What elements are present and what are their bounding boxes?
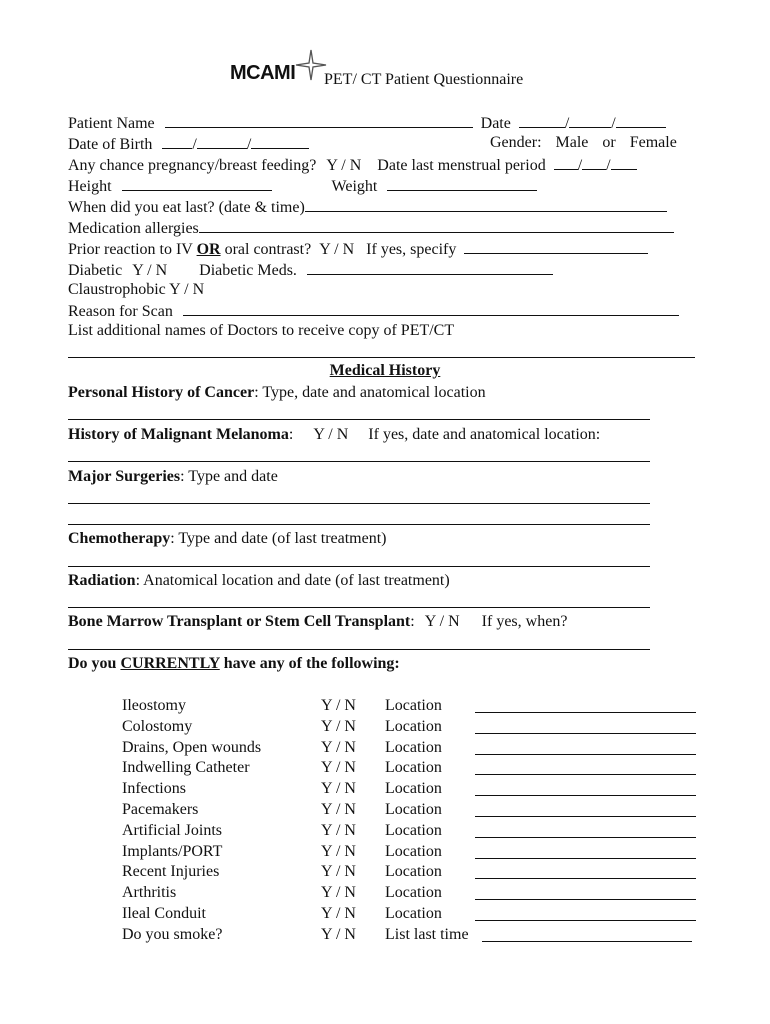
condition-yn[interactable]: Y / N [321,739,356,756]
diabetic-row [68,259,553,281]
logo-text: MCAMI [230,62,296,84]
height-field[interactable] [122,175,272,191]
pregnancy-label: Any chance pregnancy/breast feeding? [68,157,317,174]
currently-heading [68,654,400,674]
reason-row [68,300,679,322]
condition-yn[interactable]: Y / N [321,759,356,776]
condition-name: Drains, Open wounds [122,739,262,756]
surgeries-row [68,467,278,487]
height-label: Height [68,178,112,195]
condition-field-label: Location [385,843,442,860]
condition-yn[interactable]: Y / N [321,822,356,839]
radiation-row [68,571,450,591]
condition-name: Pacemakers [122,801,199,818]
radiation-field[interactable] [68,607,650,608]
menstrual-day-field[interactable] [582,154,606,170]
condition-location-field[interactable] [475,733,696,734]
reason-label: Reason for Scan [68,303,173,320]
condition-field-label: Location [385,884,442,901]
cancer-label: Personal History of Cancer [68,384,255,401]
date-day-field[interactable] [569,112,611,128]
melanoma-colon: : [288,426,294,443]
condition-name: Implants/PORT [122,843,223,860]
transplant-if-yes: If yes, when? [481,613,568,630]
gender-or: or [602,134,616,151]
doctors-row [68,321,454,341]
date-year-field[interactable] [616,112,666,128]
if-yes-specify-field[interactable] [464,238,648,254]
diabetic-label: Diabetic [68,262,123,279]
height-weight-row [68,175,537,197]
transplant-field[interactable] [68,649,650,650]
condition-name: Artificial Joints [122,822,222,839]
condition-location-field[interactable] [475,816,696,817]
claustrophobic-row [68,280,204,300]
transplant-row [68,612,567,632]
cancer-text: : Type, date and anatomical location [254,384,486,401]
condition-yn[interactable]: Y / N [321,718,356,735]
cancer-row [68,383,486,403]
condition-location-field[interactable] [475,920,696,921]
condition-location-field[interactable] [475,795,696,796]
condition-location-field[interactable] [475,837,696,838]
condition-yn[interactable]: Y / N [321,843,356,860]
chemo-field[interactable] [68,566,650,567]
condition-field-label: Location [385,697,442,714]
prior-reaction-or: OR [196,241,221,258]
condition-yn[interactable]: Y / N [321,863,356,880]
patient-name-field[interactable] [165,112,473,128]
condition-field-label: Location [385,718,442,735]
condition-name: Arthritis [122,884,177,901]
dob-year-field[interactable] [251,133,309,149]
condition-field-label: Location [385,822,442,839]
currently-a: Do you [68,655,121,672]
transplant-colon: : [410,613,415,630]
currently-c: have any of the following: [219,655,400,672]
gender-male-option[interactable]: Male [555,134,589,151]
dob-day-field[interactable] [197,133,247,149]
condition-field-label: Location [385,801,442,818]
melanoma-label: History of Malignant Melanoma [68,426,289,443]
condition-field-label: List last time [385,926,469,943]
condition-location-field[interactable] [482,941,692,942]
condition-field-label: Location [385,759,442,776]
condition-field-label: Location [385,780,442,797]
condition-name: Ileostomy [122,697,186,714]
menstrual-label: Date last menstrual period [377,157,546,174]
condition-name: Recent Injuries [122,863,220,880]
surgeries-label: Major Surgeries [68,468,181,485]
cancer-field[interactable] [68,419,650,420]
diabetic-yn[interactable]: Y / N [132,262,168,279]
surgeries-field-1[interactable] [68,503,650,504]
gender-female-option[interactable]: Female [629,134,677,151]
date-label: Date [480,115,511,132]
doctors-field[interactable] [68,357,695,358]
condition-yn[interactable]: Y / N [321,905,356,922]
menstrual-year-field[interactable] [611,154,637,170]
dob-row: Date of Birth / / [68,133,309,155]
condition-yn[interactable]: Y / N [321,884,356,901]
dob-label: Date of Birth [68,136,153,153]
condition-location-field[interactable] [475,858,696,859]
condition-name: Indwelling Catheter [122,759,250,776]
eat-last-row [68,196,667,218]
condition-location-field[interactable] [475,878,696,879]
pregnancy-yn[interactable]: Y / N [326,157,362,174]
date-month-field[interactable] [519,112,565,128]
transplant-yn[interactable]: Y / N [424,613,460,630]
melanoma-if-yes: If yes, date and anatomical location: [368,426,601,443]
condition-name: Colostomy [122,718,193,735]
condition-yn[interactable]: Y / N [321,801,356,818]
doctors-label: List additional names of Doctors to receive copy of PET/CT [68,322,455,339]
condition-location-field[interactable] [475,754,696,755]
chemo-label: Chemotherapy [68,530,171,547]
star-icon [294,48,328,82]
prior-reaction-row [68,238,648,260]
condition-location-field[interactable] [475,774,696,775]
prior-reaction-yn[interactable]: Y / N [319,241,355,258]
condition-name: Do you smoke? [122,926,223,943]
page-title: PET/ CT Patient Questionnaire [324,71,524,88]
diabetic-meds-label: Diabetic Meds. [199,262,297,279]
med-allergies-field[interactable] [199,217,674,233]
currently-b: CURRENTLY [120,655,220,672]
condition-yn[interactable]: Y / N [321,697,356,714]
condition-name: Infections [122,780,186,797]
condition-field-label: Location [385,739,442,756]
chemo-text: : Type and date (of last treatment) [170,530,387,547]
gender-group [490,133,677,153]
condition-yn[interactable]: Y / N [321,780,356,797]
radiation-text: : Anatomical location and date (of last treatment) [135,572,450,589]
melanoma-row [68,425,600,445]
surgeries-field-2[interactable] [68,524,650,525]
condition-location-field[interactable] [475,899,696,900]
condition-name: Ileal Conduit [122,905,206,922]
patient-name-row: Patient Name Date / / [68,112,666,134]
gender-label: Gender: [490,134,542,151]
condition-field-label: Location [385,905,442,922]
prior-reaction-label-a: Prior reaction to IV [68,241,197,258]
weight-label: Weight [331,178,378,195]
condition-field-label: Location [385,863,442,880]
claustrophobic-label: Claustrophobic Y / N [68,281,205,298]
dob-month-field[interactable] [162,133,192,149]
med-allergies-row [68,217,674,239]
radiation-label: Radiation [68,572,136,589]
eat-last-field[interactable] [305,196,667,212]
chemo-row [68,529,387,549]
pregnancy-row: Any chance pregnancy/breast feeding? Y / N Date last menstrual period / / [68,154,637,176]
condition-location-field[interactable] [475,712,696,713]
surgeries-text: : Type and date [180,468,278,485]
transplant-label: Bone Marrow Transplant or Stem Cell Transplant [68,613,411,630]
melanoma-field[interactable] [68,461,650,462]
med-allergies-label: Medication allergies [68,220,199,237]
melanoma-yn[interactable]: Y / N [313,426,349,443]
eat-last-label: When did you eat last? (date & time) [68,199,305,216]
if-yes-specify-label: If yes, specify [366,241,457,258]
prior-reaction-label-b: oral contrast? [220,241,312,258]
patient-name-label: Patient Name [68,115,155,132]
diabetic-meds-field[interactable] [307,259,553,275]
condition-yn[interactable]: Y / N [321,926,356,943]
weight-field[interactable] [387,175,537,191]
menstrual-month-field[interactable] [554,154,578,170]
medical-history-heading: Medical History [329,362,441,379]
reason-field[interactable] [183,300,679,316]
